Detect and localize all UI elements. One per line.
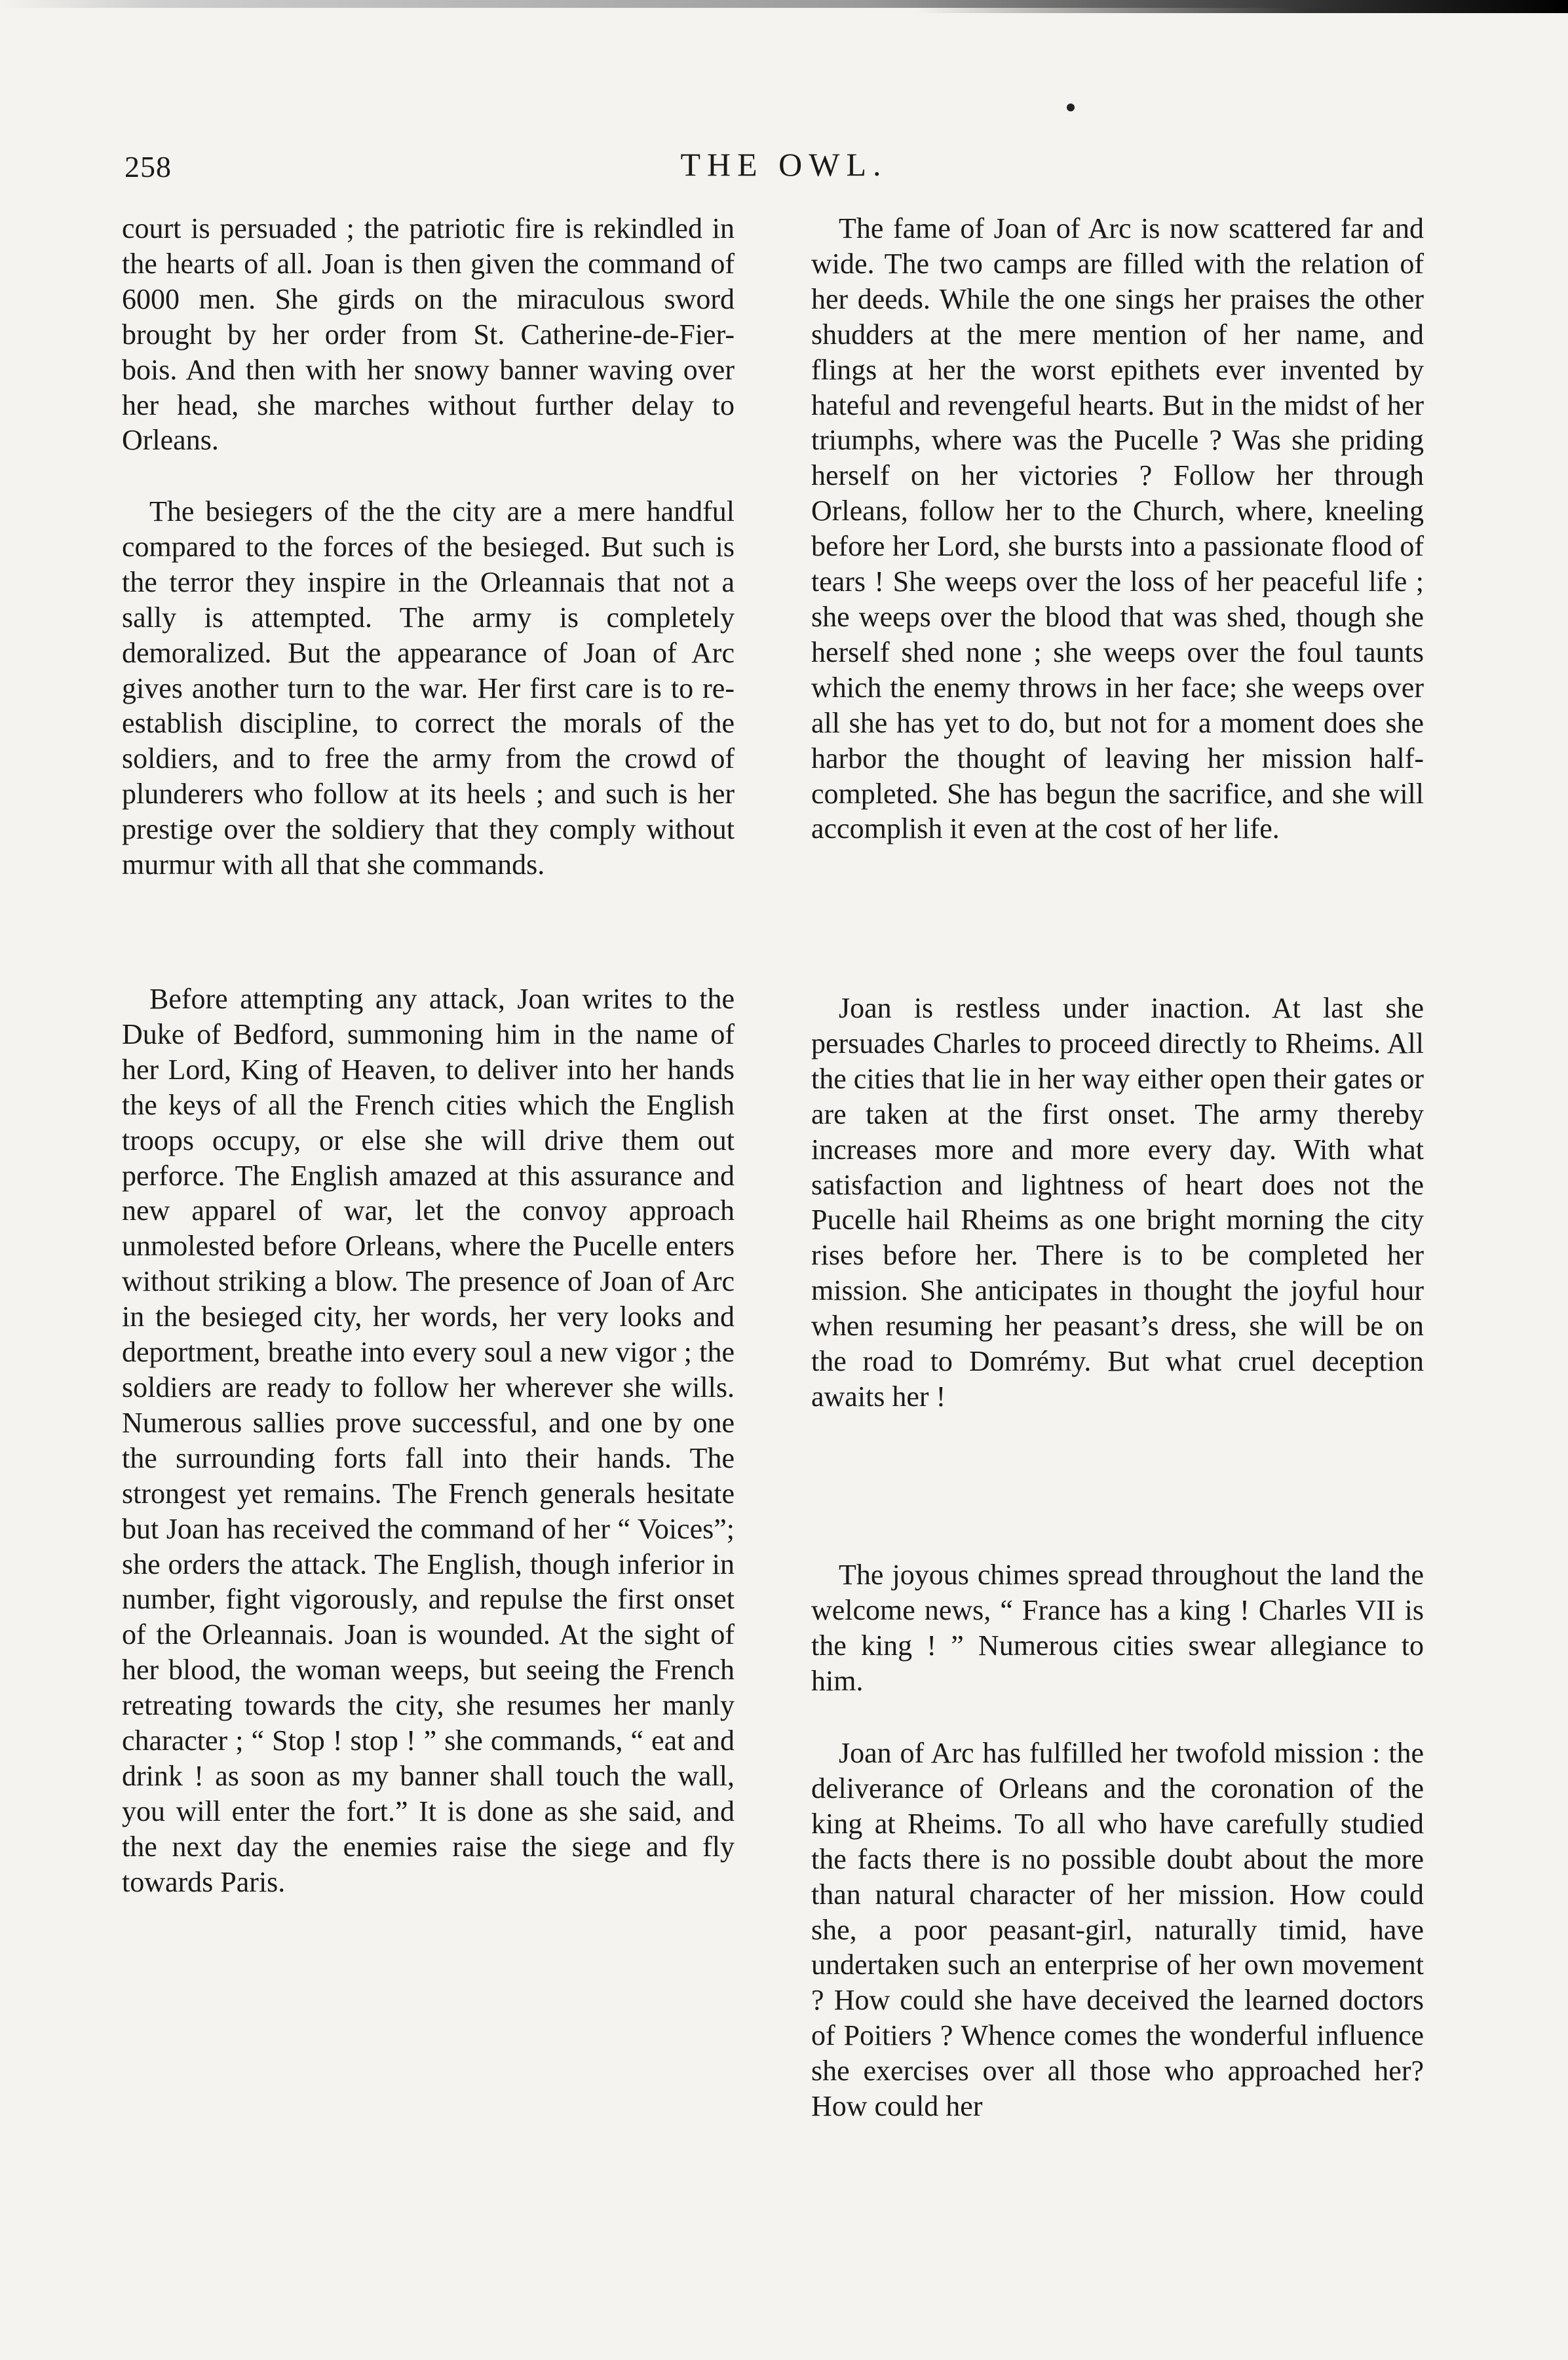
top-edge-shadow-inner: [917, 8, 1568, 13]
running-head: THE OWL.: [680, 146, 888, 183]
ink-speck: [1067, 104, 1075, 111]
paragraph: Joan of Arc has fulfilled her twofold mission : the deliverance of Orleans and the coronation of the king at Rheims. To all who have carefully studied the facts there is no possible doubt about the more than natural character of her mission. How could she, a poor peasant-girl, naturally timid, have undertaken such an enterprise of her own movement ? How could she have deceived the learned doctors of Poitiers ? Whence comes the wonderful influence she exercises over all those who approached her? How could her: [811, 1737, 1424, 2123]
paragraph: The besiegers of the the city are a mere handful compared to the forces of the besieged. But such is the terror they inspire in the Orleannais that not a sally is attempted. The army is completely demoralized. But the appearance of Joan of Arc gives another turn to the war. Her first care is to re-establish discipline, to correct the morals of the soldiers, and to free the army from the crowd of plunderers who follow at its heels ; and such is her prestige over the soldiery that they comply without murmur with all that she commands.: [122, 495, 735, 881]
paragraph: Before attempting any attack, Joan writes to the Duke of Bedford, summoning him in the name of her Lord, King of Heaven, to deliver into her hands the keys of all the French cities which the English troops occupy, or else she will drive them out perforce. The English amazed at this assurance and new apparel of war, let the convoy approach unmolested before Orleans, where the Pucelle enters without striking a blow. The presence of Joan of Arc in the besieged city, her words, her very looks and deportment, breathe into every soul a new vigor ; the soldiers are ready to follow her wherever she wills. Numerous sallies prove successful, and one by one the surrounding forts fall into their hands. The strongest yet remains. The French generals hesitate but Joan has received the command of her “ Voices”; she orders the attack. The English, though inferior in number, fight vigorously, and repulse the first onset of the Orleannais. Joan is wounded. At the sight of her blood, the woman weeps, but seeing the French retreating towards the city, she resumes her manly character ; “ Stop ! stop ! ” she commands, “ eat and drink ! as soon as my banner shall touch the wall, you will enter the fort.” It is done as she said, and the next day the enemies raise the siege and fly towards Paris.: [122, 983, 735, 1898]
paragraph: The joyous chimes spread throughout the land the welcome news, “ France has a king ! Charles VII is the king ! ” Numerous cities swear allegiance to him.: [811, 1559, 1424, 1697]
paragraph: Joan is restless under inaction. At last she persuades Charles to proceed directly to Rheims. All the cities that lie in her way either open their gates or are taken at the first onset. The army thereby increases more and more every day. With what satisfaction and lightness of heart does not the Pucelle hail Rheims as one bright morning the city rises before her. There is to be completed her mission. She anticipates in thought the joyful hour when resuming her peasant’s dress, she will be on the road to Domrémy. But what cruel deception awaits her !: [811, 992, 1424, 1413]
top-edge-shadow: [0, 0, 1568, 8]
paragraph: The fame of Joan of Arc is now scattered far and wide. The two camps are filled with the relation of her deeds. While the one sings her praises the other shudders at the mere mention of her name, and flings at her the worst epithets ever invented by hateful and revengeful hearts. But in the midst of her triumphs, where was the Pucelle ? Was she priding herself on her victories ? Follow her through Orleans, follow her to the Church, where, kneeling before her Lord, she bursts into a passionate flood of tears ! She weeps over the loss of her peaceful life ; she weeps over the blood that was shed, though she herself shed none ; she weeps over the foul taunts which the enemy throws in her face; she weeps over all she has yet to do, but not for a moment does she harbor the thought of leaving her mission half-completed. She has begun the sacrifice, and she will accomplish it even at the cost of her life.: [811, 212, 1424, 845]
right-column: [811, 211, 1424, 2124]
paragraph: court is persuaded ; the patriotic fire is rekindled in the hearts of all. Joan is then given the command of 6000 men. She girds on the miraculous sword brought by her order from St. Catherine-de-Fier-bois. And then with her snowy banner waving over her head, she marches without further delay to Orleans.: [122, 212, 735, 457]
page-number: 258: [124, 150, 172, 183]
left-column: [122, 211, 735, 1900]
